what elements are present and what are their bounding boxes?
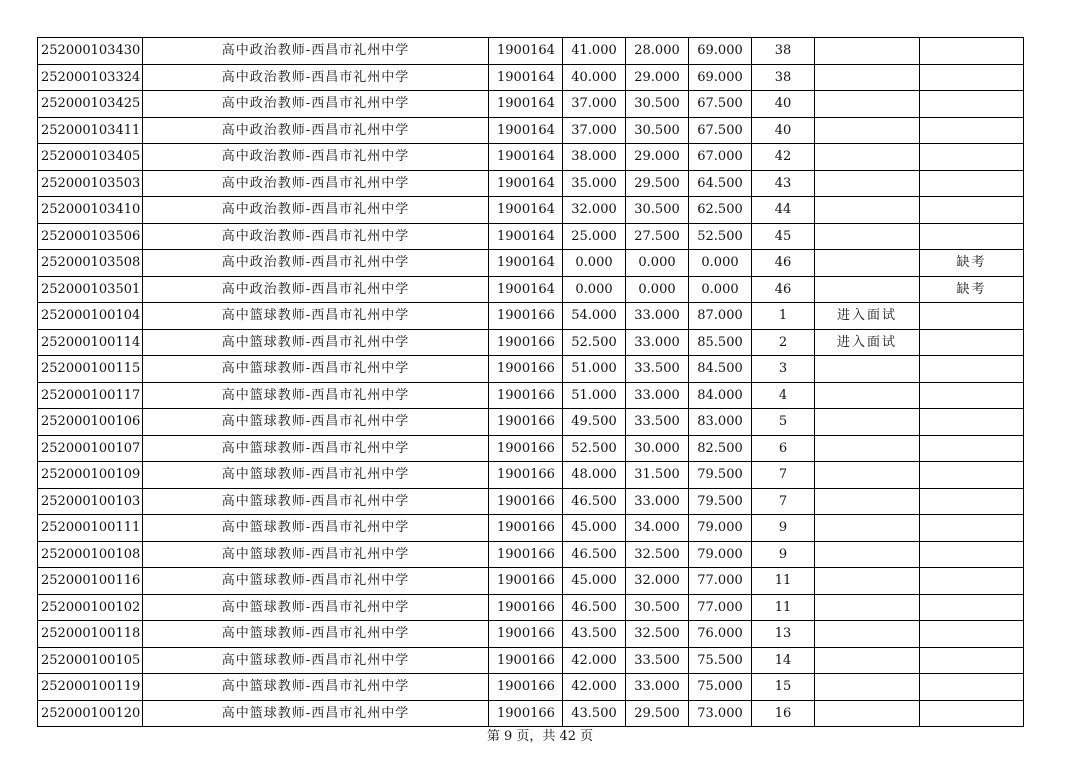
interview-score-cell: 0.000 [626, 276, 689, 303]
candidate-id-cell: 252000100103 [38, 488, 143, 515]
remark-cell [920, 329, 1024, 356]
interview-score-cell: 0.000 [626, 250, 689, 277]
candidate-id-cell: 252000103425 [38, 91, 143, 118]
interview-score-cell: 33.000 [626, 329, 689, 356]
result-cell [815, 197, 920, 224]
table-row [38, 356, 1024, 383]
post-name-cell: 高中政治教师-西昌市礼州中学 [143, 197, 489, 224]
rank-cell: 43 [752, 170, 815, 197]
table-row [38, 250, 1024, 277]
result-cell [815, 541, 920, 568]
table-row [38, 435, 1024, 462]
total-score-cell: 87.000 [689, 303, 752, 330]
total-score-cell: 67.500 [689, 117, 752, 144]
remark-cell [920, 223, 1024, 250]
written-score-cell: 51.000 [563, 382, 626, 409]
candidate-id-cell: 252000103501 [38, 276, 143, 303]
rank-cell: 11 [752, 594, 815, 621]
table-row [38, 197, 1024, 224]
total-score-cell: 79.500 [689, 462, 752, 489]
page-footer: 第 9 页，共 42 页 [486, 729, 594, 744]
result-cell [815, 462, 920, 489]
post-code-cell: 1900164 [489, 250, 563, 277]
candidate-id-cell: 252000103405 [38, 144, 143, 171]
rank-cell: 11 [752, 568, 815, 595]
table-row [38, 488, 1024, 515]
result-cell [815, 409, 920, 436]
total-score-cell: 75.000 [689, 674, 752, 701]
interview-score-cell: 34.000 [626, 515, 689, 542]
written-score-cell: 49.500 [563, 409, 626, 436]
written-score-cell: 52.500 [563, 435, 626, 462]
table-row [38, 170, 1024, 197]
candidate-id-cell: 252000100118 [38, 621, 143, 648]
post-name-cell: 高中篮球教师-西昌市礼州中学 [143, 488, 489, 515]
post-code-cell: 1900166 [489, 647, 563, 674]
rank-cell: 3 [752, 356, 815, 383]
result-cell [815, 64, 920, 91]
written-score-cell: 52.500 [563, 329, 626, 356]
result-cell [815, 568, 920, 595]
post-name-cell: 高中政治教师-西昌市礼州中学 [143, 223, 489, 250]
candidate-id-cell: 252000100108 [38, 541, 143, 568]
total-score-cell: 77.000 [689, 568, 752, 595]
interview-score-cell: 33.000 [626, 382, 689, 409]
score-sheet [37, 37, 1023, 727]
written-score-cell: 35.000 [563, 170, 626, 197]
result-cell [815, 594, 920, 621]
total-score-cell: 73.000 [689, 700, 752, 727]
remark-cell [920, 197, 1024, 224]
remark-cell [920, 594, 1024, 621]
table-row [38, 64, 1024, 91]
post-name-cell: 高中政治教师-西昌市礼州中学 [143, 276, 489, 303]
remark-cell [920, 462, 1024, 489]
rank-cell: 44 [752, 197, 815, 224]
post-name-cell: 高中篮球教师-西昌市礼州中学 [143, 621, 489, 648]
written-score-cell: 32.000 [563, 197, 626, 224]
candidate-id-cell: 252000100111 [38, 515, 143, 542]
total-score-cell: 0.000 [689, 250, 752, 277]
candidate-id-cell: 252000103411 [38, 117, 143, 144]
post-name-cell: 高中政治教师-西昌市礼州中学 [143, 38, 489, 65]
interview-score-cell: 33.000 [626, 674, 689, 701]
result-cell [815, 250, 920, 277]
remark-cell [920, 621, 1024, 648]
post-name-cell: 高中政治教师-西昌市礼州中学 [143, 64, 489, 91]
table-row [38, 329, 1024, 356]
result-cell [815, 488, 920, 515]
total-score-cell: 67.500 [689, 91, 752, 118]
table-body [38, 38, 1024, 727]
rank-cell: 40 [752, 91, 815, 118]
post-name-cell: 高中篮球教师-西昌市礼州中学 [143, 435, 489, 462]
table-row [38, 409, 1024, 436]
rank-cell: 9 [752, 541, 815, 568]
total-score-cell: 85.500 [689, 329, 752, 356]
post-name-cell: 高中篮球教师-西昌市礼州中学 [143, 382, 489, 409]
candidate-id-cell: 252000100109 [38, 462, 143, 489]
written-score-cell: 51.000 [563, 356, 626, 383]
interview-score-cell: 32.500 [626, 541, 689, 568]
written-score-cell: 42.000 [563, 647, 626, 674]
candidate-id-cell: 252000100102 [38, 594, 143, 621]
result-cell [815, 356, 920, 383]
remark-cell [920, 382, 1024, 409]
candidate-id-cell: 252000103506 [38, 223, 143, 250]
written-score-cell: 42.000 [563, 674, 626, 701]
written-score-cell: 45.000 [563, 568, 626, 595]
written-score-cell: 0.000 [563, 250, 626, 277]
post-code-cell: 1900164 [489, 223, 563, 250]
table-row [38, 276, 1024, 303]
candidate-id-cell: 252000100104 [38, 303, 143, 330]
written-score-cell: 46.500 [563, 541, 626, 568]
total-score-cell: 83.000 [689, 409, 752, 436]
post-code-cell: 1900166 [489, 382, 563, 409]
interview-score-cell: 31.500 [626, 462, 689, 489]
table-row [38, 700, 1024, 727]
candidate-id-cell: 252000103508 [38, 250, 143, 277]
total-score-cell: 79.000 [689, 515, 752, 542]
candidate-id-cell: 252000100107 [38, 435, 143, 462]
post-code-cell: 1900164 [489, 117, 563, 144]
result-cell [815, 91, 920, 118]
rank-cell: 16 [752, 700, 815, 727]
total-score-cell: 69.000 [689, 38, 752, 65]
rank-cell: 13 [752, 621, 815, 648]
table-row [38, 541, 1024, 568]
total-score-cell: 52.500 [689, 223, 752, 250]
remark-cell [920, 144, 1024, 171]
interview-score-cell: 33.000 [626, 303, 689, 330]
written-score-cell: 38.000 [563, 144, 626, 171]
post-name-cell: 高中篮球教师-西昌市礼州中学 [143, 329, 489, 356]
written-score-cell: 40.000 [563, 64, 626, 91]
candidate-id-cell: 252000103410 [38, 197, 143, 224]
interview-score-cell: 29.000 [626, 144, 689, 171]
post-name-cell: 高中政治教师-西昌市礼州中学 [143, 117, 489, 144]
remark-cell [920, 64, 1024, 91]
remark-cell [920, 303, 1024, 330]
interview-score-cell: 33.500 [626, 409, 689, 436]
table-row [38, 223, 1024, 250]
candidate-id-cell: 252000103430 [38, 38, 143, 65]
post-code-cell: 1900164 [489, 170, 563, 197]
remark-cell [920, 91, 1024, 118]
post-code-cell: 1900166 [489, 515, 563, 542]
candidate-id-cell: 252000100117 [38, 382, 143, 409]
candidate-id-cell: 252000100114 [38, 329, 143, 356]
interview-score-cell: 30.500 [626, 91, 689, 118]
total-score-cell: 0.000 [689, 276, 752, 303]
rank-cell: 7 [752, 462, 815, 489]
interview-score-cell: 33.500 [626, 647, 689, 674]
table-row [38, 647, 1024, 674]
post-name-cell: 高中篮球教师-西昌市礼州中学 [143, 674, 489, 701]
candidate-id-cell: 252000100105 [38, 647, 143, 674]
result-cell [815, 382, 920, 409]
total-score-cell: 62.500 [689, 197, 752, 224]
table-row [38, 144, 1024, 171]
result-cell [815, 700, 920, 727]
result-cell [815, 515, 920, 542]
post-name-cell: 高中篮球教师-西昌市礼州中学 [143, 594, 489, 621]
rank-cell: 9 [752, 515, 815, 542]
written-score-cell: 43.500 [563, 621, 626, 648]
remark-cell [920, 38, 1024, 65]
written-score-cell: 43.500 [563, 700, 626, 727]
post-code-cell: 1900164 [489, 197, 563, 224]
table-row [38, 91, 1024, 118]
written-score-cell: 45.000 [563, 515, 626, 542]
post-name-cell: 高中篮球教师-西昌市礼州中学 [143, 700, 489, 727]
remark-cell: 缺考 [920, 276, 1024, 303]
remark-cell [920, 409, 1024, 436]
written-score-cell: 54.000 [563, 303, 626, 330]
post-code-cell: 1900166 [489, 488, 563, 515]
rank-cell: 46 [752, 250, 815, 277]
candidate-id-cell: 252000100120 [38, 700, 143, 727]
result-cell: 进入面试 [815, 303, 920, 330]
interview-score-cell: 29.500 [626, 170, 689, 197]
candidate-id-cell: 252000103503 [38, 170, 143, 197]
post-code-cell: 1900166 [489, 329, 563, 356]
rank-cell: 42 [752, 144, 815, 171]
result-cell [815, 170, 920, 197]
interview-score-cell: 30.000 [626, 435, 689, 462]
total-score-cell: 82.500 [689, 435, 752, 462]
result-cell [815, 38, 920, 65]
written-score-cell: 0.000 [563, 276, 626, 303]
interview-score-cell: 30.500 [626, 594, 689, 621]
rank-cell: 46 [752, 276, 815, 303]
remark-cell [920, 700, 1024, 727]
candidate-id-cell: 252000100115 [38, 356, 143, 383]
total-score-cell: 79.000 [689, 541, 752, 568]
remark-cell [920, 541, 1024, 568]
interview-score-cell: 33.500 [626, 356, 689, 383]
result-cell [815, 674, 920, 701]
rank-cell: 4 [752, 382, 815, 409]
interview-score-cell: 29.000 [626, 64, 689, 91]
rank-cell: 38 [752, 38, 815, 65]
remark-cell: 缺考 [920, 250, 1024, 277]
remark-cell [920, 515, 1024, 542]
post-name-cell: 高中政治教师-西昌市礼州中学 [143, 91, 489, 118]
total-score-cell: 64.500 [689, 170, 752, 197]
rank-cell: 15 [752, 674, 815, 701]
post-name-cell: 高中政治教师-西昌市礼州中学 [143, 170, 489, 197]
result-cell [815, 621, 920, 648]
total-score-cell: 69.000 [689, 64, 752, 91]
total-score-cell: 75.500 [689, 647, 752, 674]
written-score-cell: 48.000 [563, 462, 626, 489]
interview-score-cell: 30.500 [626, 197, 689, 224]
post-name-cell: 高中篮球教师-西昌市礼州中学 [143, 568, 489, 595]
interview-score-cell: 32.500 [626, 621, 689, 648]
total-score-cell: 67.000 [689, 144, 752, 171]
table-row [38, 674, 1024, 701]
post-code-cell: 1900166 [489, 303, 563, 330]
total-score-cell: 76.000 [689, 621, 752, 648]
remark-cell [920, 674, 1024, 701]
post-code-cell: 1900164 [489, 276, 563, 303]
post-code-cell: 1900166 [489, 700, 563, 727]
interview-score-cell: 30.500 [626, 117, 689, 144]
written-score-cell: 46.500 [563, 594, 626, 621]
total-score-cell: 84.000 [689, 382, 752, 409]
remark-cell [920, 356, 1024, 383]
written-score-cell: 37.000 [563, 117, 626, 144]
remark-cell [920, 647, 1024, 674]
result-cell: 进入面试 [815, 329, 920, 356]
rank-cell: 14 [752, 647, 815, 674]
remark-cell [920, 435, 1024, 462]
rank-cell: 5 [752, 409, 815, 436]
post-code-cell: 1900166 [489, 541, 563, 568]
post-code-cell: 1900166 [489, 462, 563, 489]
remark-cell [920, 170, 1024, 197]
interview-score-cell: 33.000 [626, 488, 689, 515]
result-cell [815, 223, 920, 250]
result-cell [815, 435, 920, 462]
result-cell [815, 144, 920, 171]
remark-cell [920, 568, 1024, 595]
result-cell [815, 117, 920, 144]
remark-cell [920, 488, 1024, 515]
score-table [37, 37, 1024, 727]
total-score-cell: 77.000 [689, 594, 752, 621]
table-row [38, 515, 1024, 542]
post-name-cell: 高中篮球教师-西昌市礼州中学 [143, 409, 489, 436]
rank-cell: 45 [752, 223, 815, 250]
post-name-cell: 高中篮球教师-西昌市礼州中学 [143, 541, 489, 568]
post-code-cell: 1900166 [489, 594, 563, 621]
candidate-id-cell: 252000100119 [38, 674, 143, 701]
written-score-cell: 46.500 [563, 488, 626, 515]
candidate-id-cell: 252000103324 [38, 64, 143, 91]
interview-score-cell: 28.000 [626, 38, 689, 65]
table-row [38, 303, 1024, 330]
rank-cell: 40 [752, 117, 815, 144]
post-name-cell: 高中篮球教师-西昌市礼州中学 [143, 303, 489, 330]
table-row [38, 38, 1024, 65]
post-code-cell: 1900166 [489, 568, 563, 595]
total-score-cell: 84.500 [689, 356, 752, 383]
post-code-cell: 1900164 [489, 91, 563, 118]
post-name-cell: 高中篮球教师-西昌市礼州中学 [143, 515, 489, 542]
table-row [38, 382, 1024, 409]
candidate-id-cell: 252000100106 [38, 409, 143, 436]
rank-cell: 2 [752, 329, 815, 356]
rank-cell: 7 [752, 488, 815, 515]
rank-cell: 6 [752, 435, 815, 462]
interview-score-cell: 27.500 [626, 223, 689, 250]
post-code-cell: 1900164 [489, 38, 563, 65]
post-code-cell: 1900166 [489, 356, 563, 383]
written-score-cell: 25.000 [563, 223, 626, 250]
post-code-cell: 1900166 [489, 435, 563, 462]
written-score-cell: 37.000 [563, 91, 626, 118]
post-code-cell: 1900164 [489, 144, 563, 171]
interview-score-cell: 32.000 [626, 568, 689, 595]
post-code-cell: 1900164 [489, 64, 563, 91]
result-cell [815, 647, 920, 674]
post-name-cell: 高中篮球教师-西昌市礼州中学 [143, 647, 489, 674]
post-name-cell: 高中篮球教师-西昌市礼州中学 [143, 462, 489, 489]
post-code-cell: 1900166 [489, 409, 563, 436]
post-name-cell: 高中政治教师-西昌市礼州中学 [143, 144, 489, 171]
table-row [38, 594, 1024, 621]
table-row [38, 462, 1024, 489]
written-score-cell: 41.000 [563, 38, 626, 65]
post-code-cell: 1900166 [489, 621, 563, 648]
rank-cell: 38 [752, 64, 815, 91]
post-code-cell: 1900166 [489, 674, 563, 701]
total-score-cell: 79.500 [689, 488, 752, 515]
result-cell [815, 276, 920, 303]
table-row [38, 117, 1024, 144]
post-name-cell: 高中篮球教师-西昌市礼州中学 [143, 356, 489, 383]
interview-score-cell: 29.500 [626, 700, 689, 727]
candidate-id-cell: 252000100116 [38, 568, 143, 595]
table-row [38, 621, 1024, 648]
rank-cell: 1 [752, 303, 815, 330]
table-row [38, 568, 1024, 595]
remark-cell [920, 117, 1024, 144]
post-name-cell: 高中政治教师-西昌市礼州中学 [143, 250, 489, 277]
